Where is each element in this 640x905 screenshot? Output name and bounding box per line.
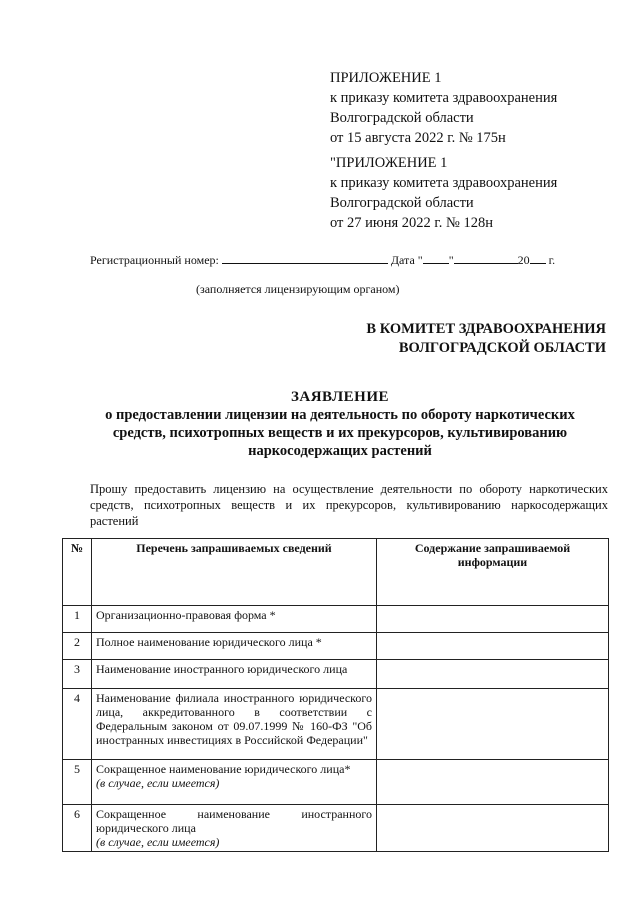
date-quote-close: " (448, 253, 454, 267)
table-row (63, 805, 609, 852)
table-row (63, 660, 609, 689)
row-num: 3 (63, 660, 92, 689)
recipient-line1: В КОМИТЕТ ЗДРАВООХРАНЕНИЯ (366, 321, 606, 337)
row-num: 6 (63, 805, 92, 852)
row-content-cell[interactable] (377, 606, 609, 633)
title-subject-line3: наркосодержащих растений (248, 443, 432, 459)
row-num: 1 (63, 606, 92, 633)
fill-note: (заполняется лицензирующим органом) (196, 282, 400, 296)
row-content-cell[interactable] (377, 689, 609, 760)
table-header-row (63, 539, 609, 606)
row-name (92, 606, 377, 633)
request-text: Прошу предоставить лицензию на осуществление деятельности по обороту наркотических средств, психотропных веществ и их прекурсоров, культивированию наркосодержащих растений (90, 482, 608, 528)
recipient-line2: ВОЛГОГРАДСКОЙ ОБЛАСТИ (398, 340, 606, 356)
table-row (63, 633, 609, 660)
recipient (366, 320, 606, 358)
appendix-previous-title: "ПРИЛОЖЕНИЕ 1 (330, 155, 448, 171)
row-name-text: Полное наименование юридического лица * (96, 635, 322, 649)
appendix-current-title: ПРИЛОЖЕНИЕ 1 (330, 70, 442, 86)
date-quote-open: " (417, 253, 423, 267)
appendix-previous-order: к приказу комитета здравоохранения (330, 175, 558, 191)
row-name-text: Наименование филиала иностранного юридического лица, аккредитованного в соответствии с Федеральным законом от 09.07.1999 № 160-ФЗ "Об иностранных инвестициях в Российской Федерации" (96, 691, 372, 747)
row-content-cell[interactable] (377, 633, 609, 660)
row-content-cell[interactable] (377, 760, 609, 805)
document-title (60, 388, 620, 460)
row-name-text: Сокращенное наименование юридического лица* (96, 762, 351, 776)
registration-number-field[interactable] (222, 252, 388, 264)
row-condition-note: (в случае, если имеется) (96, 776, 220, 790)
registration-label: Регистрационный номер: (90, 253, 219, 267)
appendix-current-date: от 15 августа 2022 г. № 175н (330, 130, 506, 146)
row-num: 4 (63, 689, 92, 760)
date-month-field[interactable] (454, 252, 518, 264)
date-day-field[interactable] (423, 252, 449, 264)
appendix-previous (330, 153, 557, 233)
row-num: 5 (63, 760, 92, 805)
row-content-cell[interactable] (377, 805, 609, 852)
registration-line (90, 252, 555, 268)
row-name (92, 689, 377, 760)
table-row (63, 689, 609, 760)
row-name-text: Наименование иностранного юридического лица (96, 662, 348, 676)
date-year-field[interactable] (530, 252, 546, 264)
requested-info-table (62, 538, 609, 852)
row-name (92, 805, 377, 852)
row-name-text: Организационно-правовая форма * (96, 608, 276, 622)
appendix-previous-date: от 27 июня 2022 г. № 128н (330, 215, 493, 231)
header-content: Содержание запрашиваемой информации (377, 539, 609, 606)
appendix-current-region: Волгоградской области (330, 110, 474, 126)
row-name (92, 633, 377, 660)
header-num: № (63, 539, 92, 606)
date-label: Дата (390, 253, 415, 267)
row-num: 2 (63, 633, 92, 660)
title-subject-line2: средств, психотропных веществ и их прекурсоров, культивированию (112, 425, 568, 441)
row-content-cell[interactable] (377, 660, 609, 689)
title-subject-line1: о предоставлении лицензии на деятельность по обороту наркотических (105, 407, 575, 423)
header-name: Перечень запрашиваемых сведений (92, 539, 377, 606)
date-year-suffix: г. (548, 253, 556, 267)
table-row (63, 760, 609, 805)
row-name (92, 760, 377, 805)
appendix-previous-region: Волгоградской области (330, 195, 474, 211)
row-condition-note: (в случае, если имеется) (96, 835, 220, 849)
title-heading: ЗАЯВЛЕНИЕ (290, 389, 390, 405)
table-row (63, 606, 609, 633)
row-name-text: Сокращенное наименование иностранного юридического лица (96, 807, 372, 835)
date-year-prefix: 20 (517, 253, 530, 267)
appendix-current-order: к приказу комитета здравоохранения (330, 90, 558, 106)
row-name (92, 660, 377, 689)
appendix-current (330, 68, 557, 148)
